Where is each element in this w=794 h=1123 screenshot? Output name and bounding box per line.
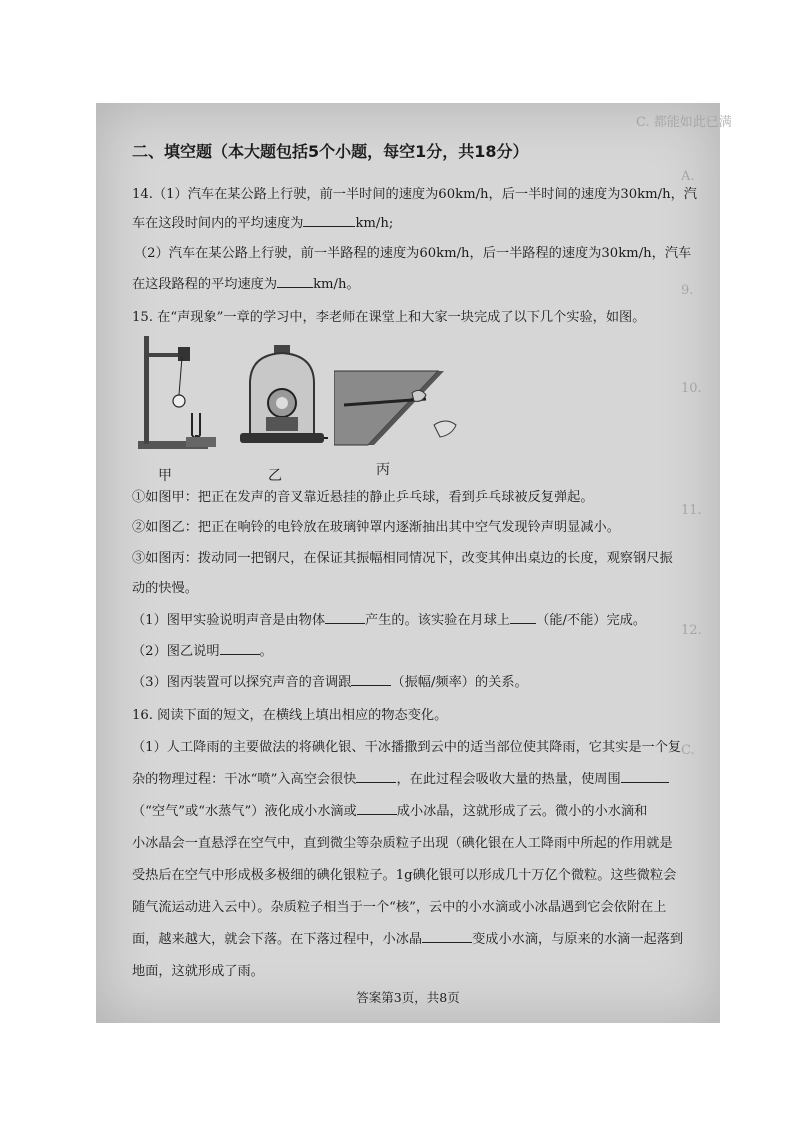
q15-part-3	[132, 671, 528, 690]
q16-line-5: 受热后在空气中形成极多极细的碘化银粒子。1g碘化银可以形成几十万亿个微粒。这些微粒会	[132, 868, 677, 883]
page-footer: 答案第3页，共8页	[356, 990, 460, 1005]
bleed-through-text: C.	[681, 743, 695, 758]
answer-blank[interactable]	[351, 673, 391, 686]
answer-blank[interactable]	[422, 930, 472, 943]
bleed-through-text: 10.	[681, 381, 702, 396]
q16-text: 面，越来越大，就会下落。在下落过程中，小冰晶	[132, 932, 423, 947]
scanned-page	[96, 103, 732, 1023]
q16-line-8: 地面，这就形成了雨。	[132, 964, 264, 979]
q14-text: 车在这段时间内的平均速度为	[132, 216, 304, 231]
q16-line-1: （1）人工降雨的主要做法的将碘化银、干冰播撒到云中的适当部位使其降雨，它其实是一个复	[132, 740, 682, 755]
q15-text: （1）图甲实验说明声音是由物体	[132, 613, 326, 628]
answer-blank[interactable]	[356, 770, 396, 783]
figure-jia-tuning-fork	[134, 331, 234, 457]
bleed-through-text: 12.	[681, 623, 702, 638]
q16-text: 变成小水滴，与原来的水滴一起落到	[472, 932, 684, 947]
q16-line-3	[132, 800, 647, 819]
q15-exp-1: ①如图甲：把正在发声的音叉靠近悬挂的静止乒乓球，看到乒乓球被反复弹起。	[132, 490, 594, 505]
answer-blank[interactable]	[325, 611, 365, 624]
caption-jia: 甲	[158, 468, 172, 484]
answer-blank[interactable]	[357, 802, 397, 815]
q16-text: 杂的物理过程：干冰“喷”入高空会很快	[132, 772, 357, 787]
q15-text: （2）图乙说明	[132, 644, 220, 659]
bleed-through-text: C. 都能如此已满	[636, 115, 732, 130]
section-title: 二、填空题（本大题包括5个小题，每空1分，共18分）	[132, 142, 529, 161]
q16-text: 成小冰晶，这就形成了云。微小的小水滴和	[396, 804, 648, 819]
q15-text: （能/不能）完成。	[536, 613, 647, 628]
q15-exp-2: ②如图乙：把正在响铃的电铃放在玻璃钟罩内逐渐抽出其中空气发现铃声明显减小。	[132, 520, 620, 535]
q16-line-7	[132, 928, 683, 947]
q14-line-1: 14.（1）汽车在某公路上行驶，前一半时间的速度为60km/h，后一半时间的速度为30km/h，汽	[132, 187, 697, 202]
q14-unit: km/h。	[313, 277, 360, 292]
q16-text: （“空气”或“水蒸气”）液化成小水滴或	[132, 804, 357, 819]
q15-text: 产生的。该实验在月球上	[365, 613, 511, 628]
q15-intro: 15. 在“声现象”一章的学习中，李老师在课堂上和大家一块完成了以下几个实验，如图。	[132, 310, 646, 325]
figure-yi-bell-jar	[236, 343, 328, 451]
q16-line-2	[132, 768, 669, 787]
q16-line-6: 随气流运动进入云中）。杂质粒子相当于一个“核”，云中的小水滴或小冰晶遇到它会依附在上	[132, 900, 667, 915]
bleed-through-text: 11.	[681, 503, 702, 518]
answer-blank[interactable]	[303, 214, 355, 227]
q15-exp-3b: 动的快慢。	[132, 581, 198, 596]
q15-part-1	[132, 609, 646, 628]
answer-blank[interactable]	[510, 611, 536, 624]
q14-line-3: （2）汽车在某公路上行驶，前一半路程的速度为60km/h，后一半路程的速度为30km/h，汽车	[134, 246, 692, 261]
q16-intro: 16. 阅读下面的短文，在横线上填出相应的物态变化。	[132, 708, 448, 723]
q16-text: ，在此过程会吸收大量的热量，使周围	[396, 772, 621, 787]
q14-text: 在这段路程的平均速度为	[132, 277, 278, 292]
answer-blank[interactable]	[277, 275, 313, 288]
q15-part-2	[132, 640, 273, 659]
q15-exp-3a: ③如图丙：拨动同一把钢尺，在保证其振幅相同情况下，改变其伸出桌边的长度，观察钢尺振	[132, 551, 673, 566]
q14-line-4	[132, 273, 360, 292]
bleed-through-text: 9.	[681, 283, 694, 298]
bleed-through-text: A.	[681, 169, 695, 184]
caption-bing: 丙	[376, 462, 390, 478]
q14-line-2	[132, 212, 393, 231]
q15-text: （3）图丙装置可以探究声音的音调跟	[132, 675, 352, 690]
answer-blank[interactable]	[621, 770, 669, 783]
q16-line-4: 小冰晶会一直悬浮在空气中，直到微尘等杂质粒子出现（碘化银在人工降雨中所起的作用就是	[132, 836, 673, 851]
q15-text: 。	[259, 644, 273, 659]
q15-text: （振幅/频率）的关系。	[391, 675, 528, 690]
figure-bing-ruler	[334, 365, 464, 449]
q14-unit: km/h;	[355, 216, 394, 231]
caption-yi: 乙	[268, 468, 282, 484]
answer-blank[interactable]	[220, 642, 260, 655]
